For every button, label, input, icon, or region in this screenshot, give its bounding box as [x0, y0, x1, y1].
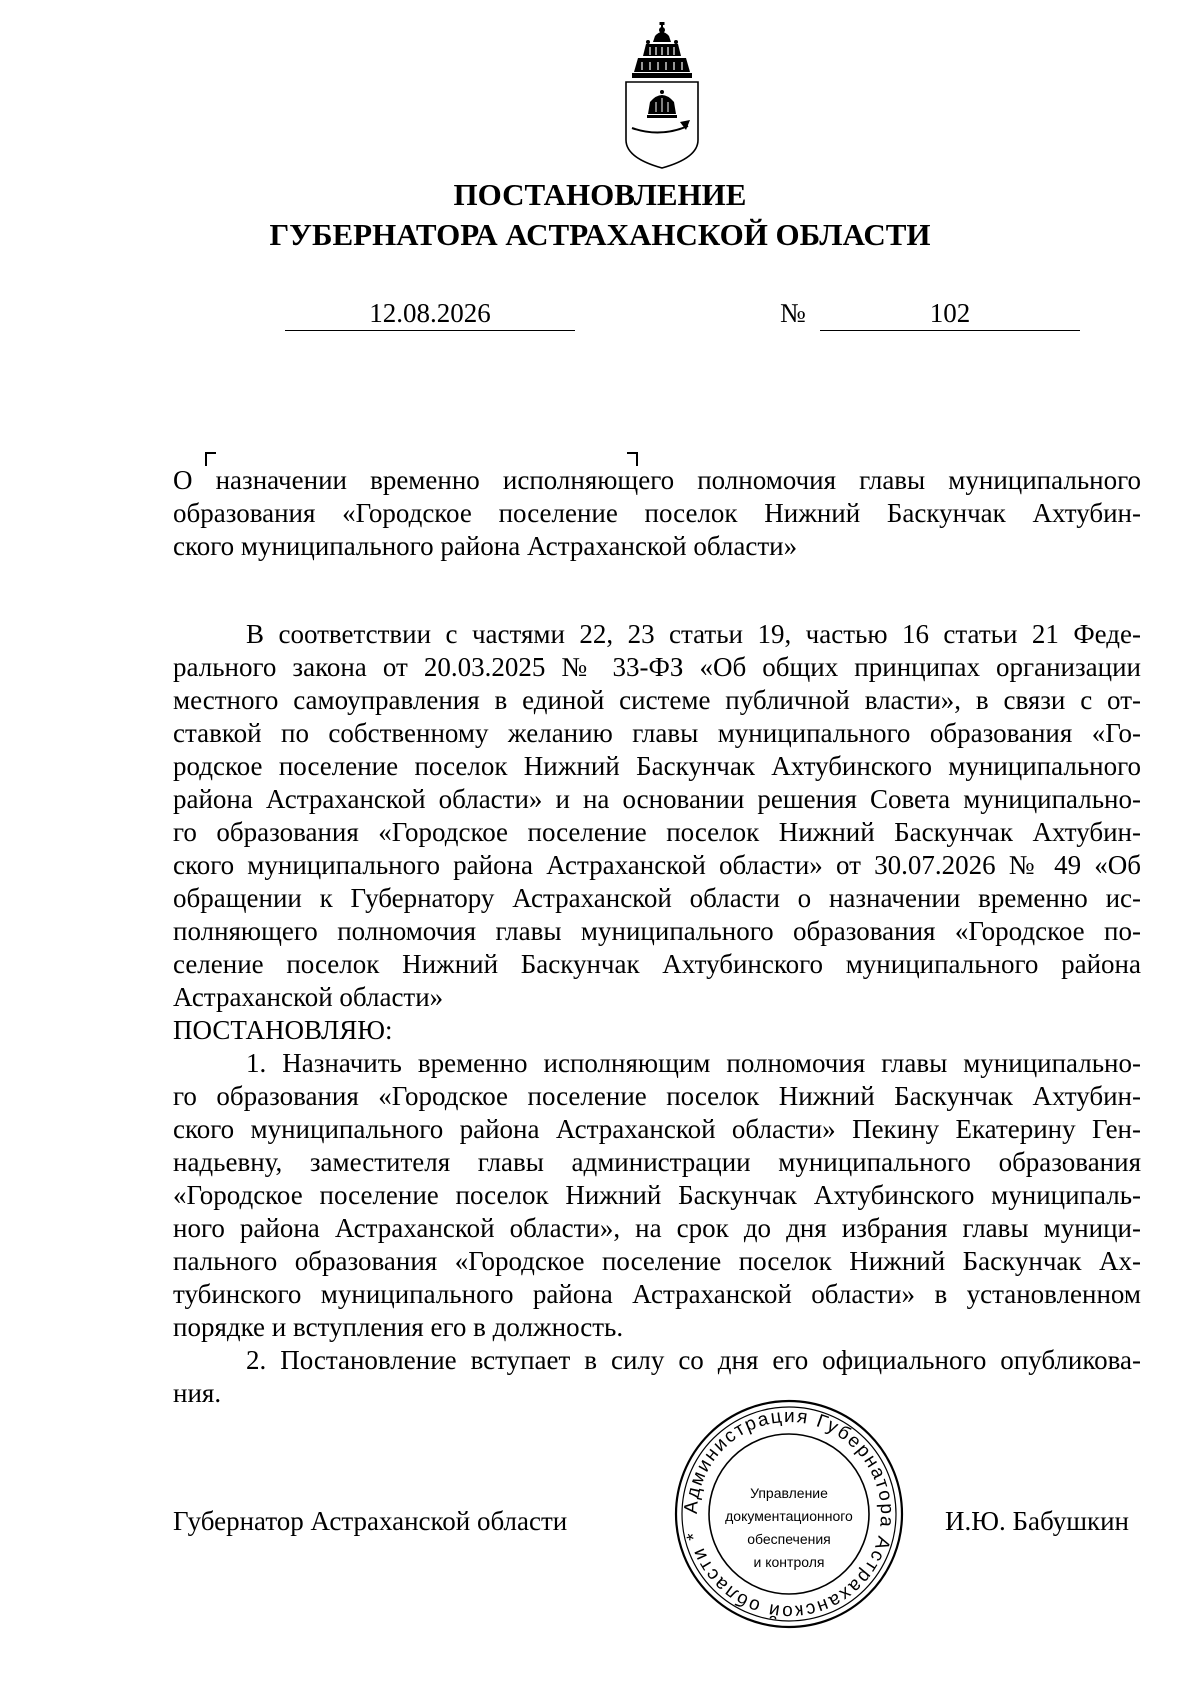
issuer-title: ГУБЕРНАТОРА АСТРАХАНСКОЙ ОБЛАСТИ	[269, 217, 931, 252]
body-line: ного района Астраханской области», на срок до дня избрания главы муници-	[173, 1213, 1141, 1243]
official-stamp	[673, 1398, 905, 1630]
body-line: родское поселение поселок Нижний Баскунчак Ахтубинского муниципального	[173, 751, 1141, 781]
body-line: местного самоуправления в единой системе публичной власти», в связи с от-	[173, 685, 1141, 715]
body-line: тубинского муниципального района Астраханской области» в установленном	[173, 1279, 1141, 1309]
body-line: ПОСТАНОВЛЯЮ:	[173, 1015, 393, 1045]
subject-line: образования «Городское поселение поселок Нижний Баскунчак Ахтубин-	[173, 498, 1141, 528]
body-line: пального образования «Городское поселение поселок Нижний Баскунчак Ах-	[173, 1246, 1141, 1276]
body-line: Астраханской области»	[173, 982, 444, 1012]
stamp-center-line: документационного	[725, 1508, 853, 1524]
document-date: 12.08.2026	[285, 296, 575, 331]
document-number: 102	[820, 296, 1080, 331]
document-subject	[173, 464, 1141, 563]
stamp-ring-text: Администрация Губернатора Астраханской области *	[680, 1405, 898, 1623]
document-type-title: ПОСТАНОВЛЕНИЕ	[453, 177, 747, 212]
body-line: го образования «Городское поселение поселок Нижний Баскунчак Ахтубин-	[173, 817, 1141, 847]
body-line: селение поселок Нижний Баскунчак Ахтубинского муниципального района	[173, 949, 1141, 979]
stamp-center-text	[709, 1482, 869, 1574]
signatory-position: Губернатор Астраханской области	[173, 1506, 568, 1536]
stamp-center-line: обеспечения	[747, 1531, 831, 1547]
body-line: ставкой по собственному желанию главы муниципального образования «Го-	[173, 718, 1141, 748]
body-line: В соответствии с частями 22, 23 статьи 19, частью 16 статьи 21 Феде-	[246, 619, 1141, 649]
body-line: обращении к Губернатору Астраханской области о назначении временно ис-	[173, 883, 1141, 913]
body-line: ского муниципального района Астраханской области» от 30.07.2026 № 49 «Об	[173, 850, 1141, 880]
body-line: порядке и вступления его в должность.	[173, 1312, 624, 1342]
stamp-center-line: Управление	[750, 1485, 828, 1501]
number-label: №	[780, 298, 806, 328]
body-line: «Городское поселение поселок Нижний Баскунчак Ахтубинского муниципаль-	[173, 1180, 1141, 1210]
body-line: рального закона от 20.03.2025 № 33-ФЗ «Об общих принципах организации	[173, 652, 1141, 682]
body-line: 2. Постановление вступает в силу со дня его официального опубликова-	[246, 1345, 1141, 1375]
stamp-center-line: и контроля	[753, 1554, 825, 1570]
signatory-name: И.Ю. Бабушкин	[945, 1506, 1130, 1536]
subject-line: ского муниципального района Астраханской области»	[173, 531, 798, 561]
body-line: ского муниципального района Астраханской области» Пекину Екатерину Ген-	[173, 1114, 1141, 1144]
body-line: го образования «Городское поселение поселок Нижний Баскунчак Ахтубин-	[173, 1081, 1141, 1111]
body-line: полняющего полномочия главы муниципального образования «Городское по-	[173, 916, 1141, 946]
body-line: надьевну, заместителя главы администрации муниципального образования	[173, 1147, 1141, 1177]
body-line: 1. Назначить временно исполняющим полномочия главы муниципально-	[246, 1048, 1141, 1078]
coat-of-arms-icon	[624, 22, 700, 170]
document-body	[173, 618, 1141, 1410]
body-line: района Астраханской области» и на основании решения Совета муниципально-	[173, 784, 1141, 814]
subject-line: О назначении временно исполняющего полномочия главы муниципального	[173, 465, 1141, 495]
body-line: ния.	[173, 1378, 222, 1408]
